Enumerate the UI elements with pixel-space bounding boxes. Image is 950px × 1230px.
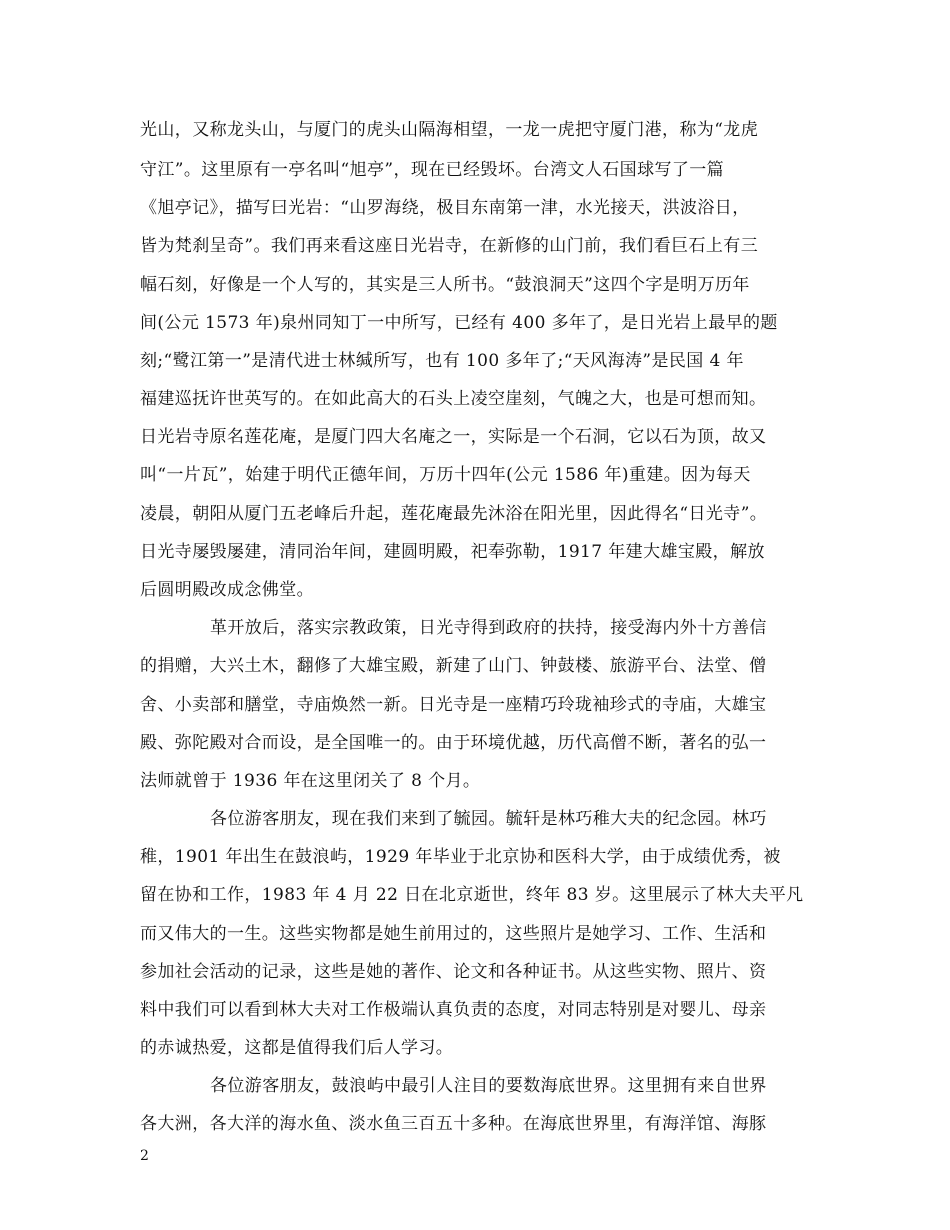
text-line: 稚，1901 年出生在鼓浪屿，1929 年毕业于北京协和医科大学，由于成绩优秀，被 <box>140 847 781 867</box>
text-line: 幅石刻，好像是一个人写的，其实是三人所书。“鼓浪洞天”这四个字是明万历年 <box>140 275 750 295</box>
text-line: 光山，又称龙头山，与厦门的虎头山隔海相望，一龙一虎把守厦门港，称为“龙虎 <box>140 120 759 140</box>
text-line: 的赤诚热爱，这都是值得我们后人学习。 <box>140 1038 454 1058</box>
text-line: 法师就曾于 1936 年在这里闭关了 8 个月。 <box>140 771 481 791</box>
paragraph-first-line: 各位游客朋友，鼓浪屿中最引人注目的要数海底世界。这里拥有来自世界 <box>210 1076 767 1096</box>
text-line: 舍、小卖部和膳堂，寺庙焕然一新。日光寺是一座精巧玲珑袖珍式的寺庙，大雄宝 <box>140 695 767 715</box>
page-number: 2 <box>140 1148 149 1164</box>
text-line: 皆为梵刹呈奇”。我们再来看这座日光岩寺，在新修的山门前，我们看巨石上有三 <box>140 236 759 256</box>
text-line: 殿、弥陀殿对合而设，是全国唯一的。由于环境优越，历代高僧不断，著名的弘一 <box>140 733 767 753</box>
text-line: 日光寺屡毁屡建，清同治年间，建圆明殿，祀奉弥勒，1917 年建大雄宝殿，解放 <box>140 542 765 562</box>
text-line: 刻;“鹭江第一”是清代进士林缄所写，也有 100 多年了;“天风海涛”是民国 4 年 <box>140 351 744 371</box>
text-line: 日光岩寺原名莲花庵，是厦门四大名庵之一，实际是一个石洞，它以石为顶，故又 <box>140 427 767 447</box>
text-line: 叫“一片瓦”，始建于明代正德年间，万历十四年(公元 1586 年)重建。因为每天 <box>140 465 751 485</box>
text-line: 凌晨，朝阳从厦门五老峰后升起，莲花庵最先沐浴在阳光里，因此得名“日光寺”。 <box>140 504 768 524</box>
text-line: 福建巡抚许世英写的。在如此高大的石头上凌空崖刻，气魄之大，也是可想而知。 <box>140 389 767 409</box>
text-line: 留在协和工作，1983 年 4 月 22 日在北京逝世，终年 83 岁。这里展示了林大夫平凡 <box>140 885 804 905</box>
text-line: 料中我们可以看到林大夫对工作极端认真负责的态度，对同志特别是对婴儿、母亲 <box>140 1000 767 1020</box>
text-line: 参加社会活动的记录，这些是她的著作、论文和各种证书。从这些实物、照片、资 <box>140 962 767 982</box>
text-line: 守江”。这里原有一亭名叫“旭亭”，现在已经毁坏。台湾文人石国球写了一篇 <box>140 160 725 180</box>
text-line: 而又伟大的一生。这些实物都是她生前用过的，这些照片是她学习、工作、生活和 <box>140 924 767 944</box>
text-line: 的捐赠，大兴土木，翻修了大雄宝殿，新建了山门、钟鼓楼、旅游平台、法堂、僧 <box>140 656 767 676</box>
paragraph-first-line: 各位游客朋友，现在我们来到了毓园。毓轩是林巧稚大夫的纪念园。林巧 <box>210 809 767 829</box>
text-line: 后圆明殿改成念佛堂。 <box>140 580 314 600</box>
text-line: 各大洲，各大洋的海水鱼、淡水鱼三百五十多种。在海底世界里，有海洋馆、海豚 <box>140 1114 767 1134</box>
paragraph-first-line: 革开放后，落实宗教政策，日光寺得到政府的扶持，接受海内外十方善信 <box>210 618 767 638</box>
text-line: 间(公元 1573 年)泉州同知丁一中所写，已经有 400 多年了，是日光岩上最早的题 <box>140 313 778 333</box>
text-line: 《旭亭记》，描写曰光岩：“山罗海绕，极目东南第一津，水光接天，洪波浴日， <box>140 198 750 218</box>
